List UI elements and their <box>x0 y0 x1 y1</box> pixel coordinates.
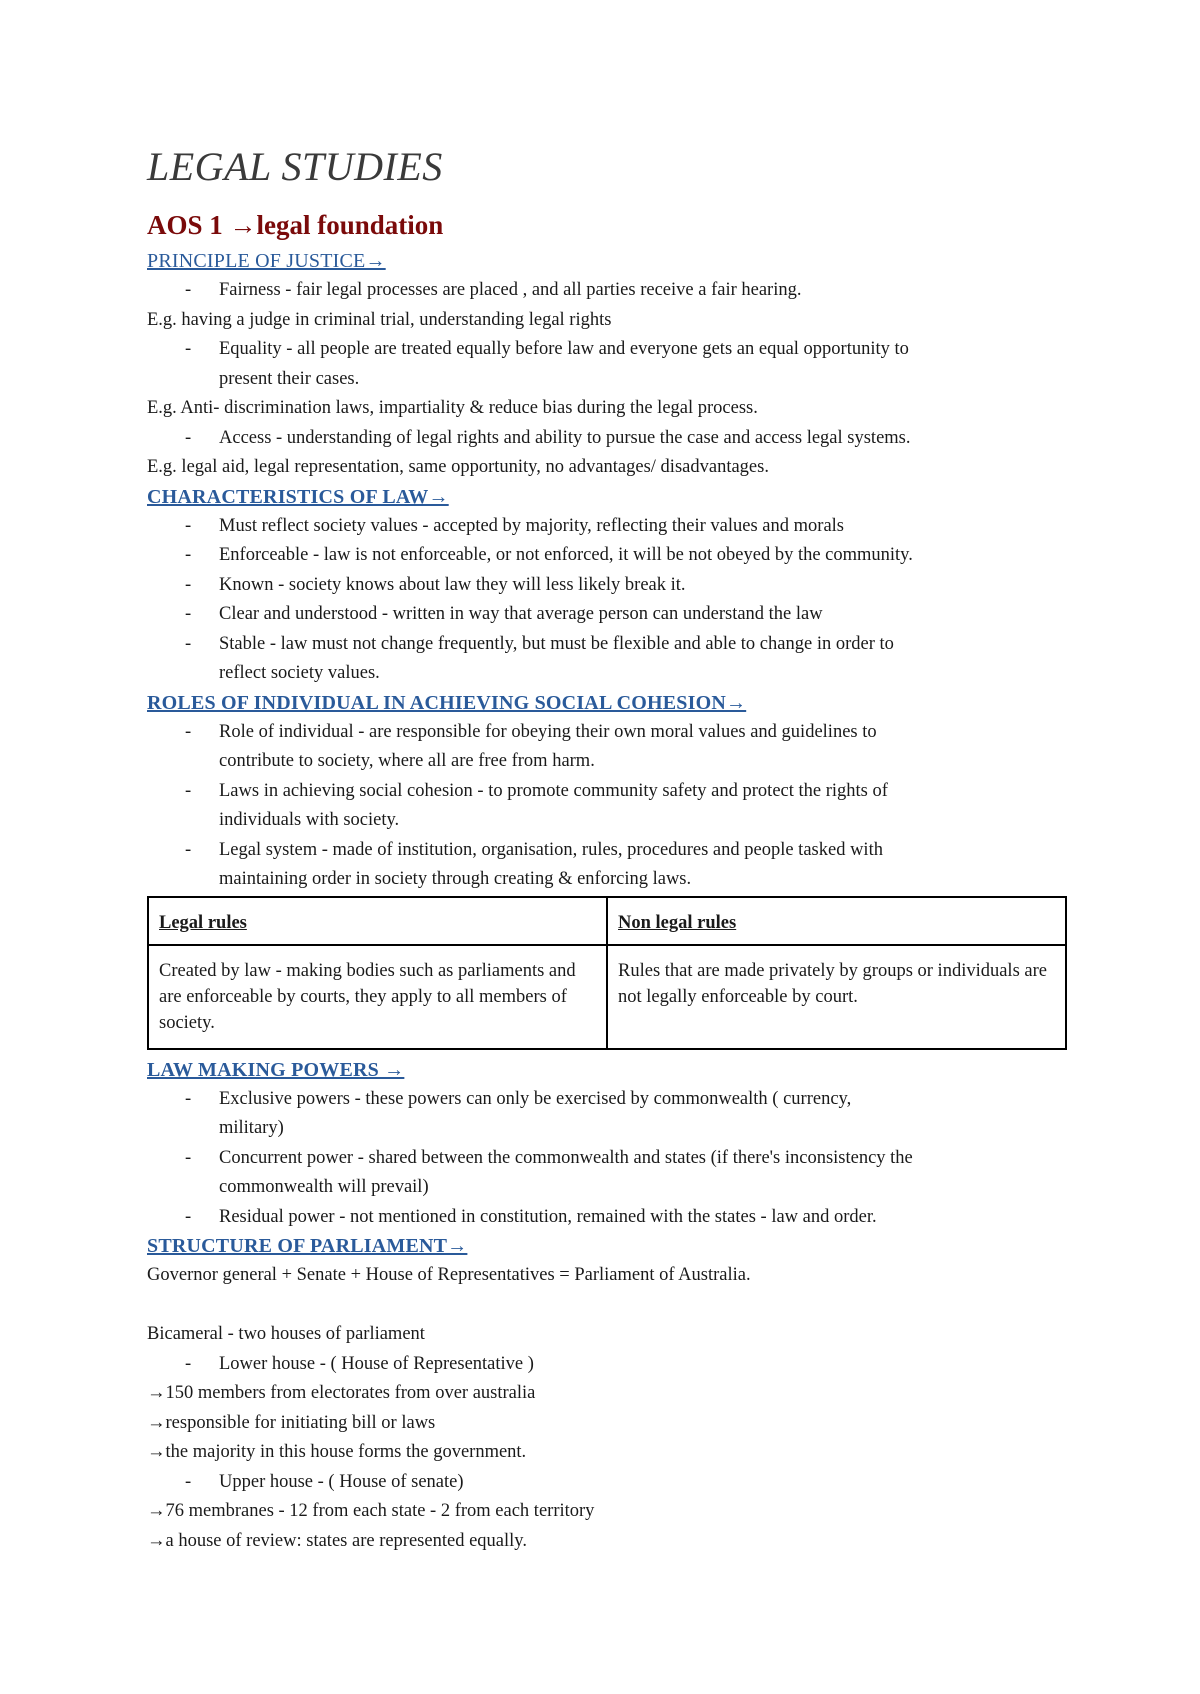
bullet-text: Clear and understood - written in way that average person can understand the law <box>219 604 823 624</box>
bullet-exclusive-powers <box>147 1085 1067 1144</box>
bullet-equality <box>147 335 1067 394</box>
bullet-dash: - <box>185 339 192 359</box>
table-header-non-legal-rules: Non legal rules <box>607 897 1066 945</box>
bullet-dash: - <box>185 633 192 654</box>
bullet-role-of-individual <box>147 718 1067 777</box>
lower-house-point: →the majority in this house forms the government. <box>147 1442 527 1462</box>
example-fairness: E.g. having a judge in criminal trial, understanding legal rights <box>147 309 612 330</box>
parliament-formula: Governor general + Senate + House of Representatives = Parliament of Australia. <box>147 1265 751 1285</box>
bullet-dash: - <box>185 515 192 536</box>
bullet-text-continued: commonwealth will prevail) <box>219 1177 429 1197</box>
bullet-text: Fairness - fair legal processes are placed , and all parties receive a fair hearing. <box>219 280 802 300</box>
bullet-laws-social-cohesion <box>147 777 1067 836</box>
bullet-characteristic-stable <box>147 630 1067 689</box>
bullet-dash: - <box>185 1471 192 1492</box>
bullet-residual-power <box>147 1203 1067 1233</box>
bullet-text: Lower house - ( House of Representative ) <box>219 1353 534 1374</box>
bullet-lower-house <box>147 1350 1067 1380</box>
bullet-dash: - <box>185 721 192 742</box>
document-title: LEGAL STUDIES <box>147 144 443 189</box>
example-equality: E.g. Anti- discrimination laws, impartiality & reduce bias during the legal process. <box>147 398 758 418</box>
bullet-text: Exclusive powers - these powers can only be exercised by commonwealth ( currency, <box>219 1088 852 1109</box>
legal-rules-table <box>147 896 1067 1050</box>
example-access: E.g. legal aid, legal representation, same opportunity, no advantages/ disadvantages. <box>147 457 769 477</box>
bullet-dash: - <box>185 839 192 860</box>
bullet-characteristic <box>147 541 1067 571</box>
blank-line <box>147 1291 1067 1321</box>
bullet-text: Enforceable - law is not enforceable, or not enforced, it will be not obeyed by the community. <box>219 545 913 565</box>
bullet-dash: - <box>185 280 192 300</box>
table-header-legal-rules: Legal rules <box>148 897 607 945</box>
bullet-text: Residual power - not mentioned in constitution, remained with the states - law and order. <box>219 1206 877 1227</box>
bullet-text-continued: reflect society values. <box>219 663 380 683</box>
bullet-text-continued: military) <box>219 1118 284 1138</box>
bullet-dash: - <box>185 604 192 624</box>
bullet-text: Concurrent power - shared between the commonwealth and states (if there's inconsistency the <box>219 1147 913 1168</box>
table-row <box>148 945 1066 1049</box>
bullet-concurrent-power <box>147 1144 1067 1203</box>
bullet-text: Stable - law must not change frequently, but must be flexible and able to change in order to <box>219 633 894 654</box>
section-heading-law-making-powers: LAW MAKING POWERS → <box>147 1058 405 1081</box>
section-heading-principle-of-justice: PRINCIPLE OF JUSTICE→ <box>147 250 386 272</box>
bullet-text-continued: contribute to society, where all are free from harm. <box>219 751 595 771</box>
upper-house-point: →a house of review: states are represented equally. <box>147 1530 527 1551</box>
bullet-characteristic <box>147 600 1067 630</box>
bullet-text: Legal system - made of institution, organisation, rules, procedures and people tasked with <box>219 839 883 860</box>
bullet-text: Known - society knows about law they will less likely break it. <box>219 574 686 595</box>
bullet-text-continued: maintaining order in society through creating & enforcing laws. <box>219 869 692 889</box>
bullet-upper-house <box>147 1468 1067 1498</box>
table-cell-non-legal-rules: Rules that are made privately by groups or individuals are not legally enforceable by court. <box>607 945 1066 1049</box>
bullet-text: Upper house - ( House of senate) <box>219 1471 464 1492</box>
bullet-dash: - <box>185 1147 192 1168</box>
bullet-text-continued: individuals with society. <box>219 810 400 830</box>
bullet-dash: - <box>185 1088 192 1109</box>
bicameral-text: Bicameral - two houses of parliament <box>147 1324 425 1344</box>
section-heading-structure-of-parliament: STRUCTURE OF PARLIAMENT→ <box>147 1235 468 1257</box>
upper-house-point: →76 membranes - 12 from each state - 2 from each territory <box>147 1501 595 1521</box>
table-header-row <box>148 897 1066 945</box>
lower-house-point: →150 members from electorates from over australia <box>147 1383 536 1403</box>
aos-heading: AOS 1 →legal foundation <box>147 210 444 240</box>
bullet-access <box>147 424 1067 454</box>
bullet-fairness <box>147 276 1067 306</box>
section-heading-characteristics-of-law: CHARACTERISTICS OF LAW→ <box>147 485 449 508</box>
bullet-text: Equality - all people are treated equally before law and everyone gets an equal opportunity to <box>219 339 909 359</box>
bullet-dash: - <box>185 574 192 595</box>
bullet-text: Access - understanding of legal rights and ability to pursue the case and access legal systems. <box>219 427 911 448</box>
bullet-dash: - <box>185 1353 192 1374</box>
bullet-characteristic <box>147 512 1067 542</box>
bullet-text-continued: present their cases. <box>219 368 360 389</box>
bullet-text: Role of individual - are responsible for obeying their own moral values and guidelines to <box>219 721 877 742</box>
bullet-text: Laws in achieving social cohesion - to promote community safety and protect the rights of <box>219 780 888 801</box>
bullet-legal-system <box>147 836 1067 895</box>
bullet-dash: - <box>185 427 192 448</box>
section-heading-roles-of-individual: ROLES OF INDIVIDUAL IN ACHIEVING SOCIAL COHESION→ <box>147 691 747 714</box>
table-cell-legal-rules: Created by law - making bodies such as parliaments and are enforceable by courts, they apply to all members of society. <box>148 945 607 1049</box>
document-page <box>147 145 1067 1556</box>
bullet-dash: - <box>185 780 192 801</box>
bullet-dash: - <box>185 1206 192 1227</box>
bullet-dash: - <box>185 545 192 565</box>
bullet-characteristic <box>147 571 1067 601</box>
lower-house-point: →responsible for initiating bill or laws <box>147 1412 436 1433</box>
bullet-text: Must reflect society values - accepted by majority, reflecting their values and morals <box>219 515 844 536</box>
